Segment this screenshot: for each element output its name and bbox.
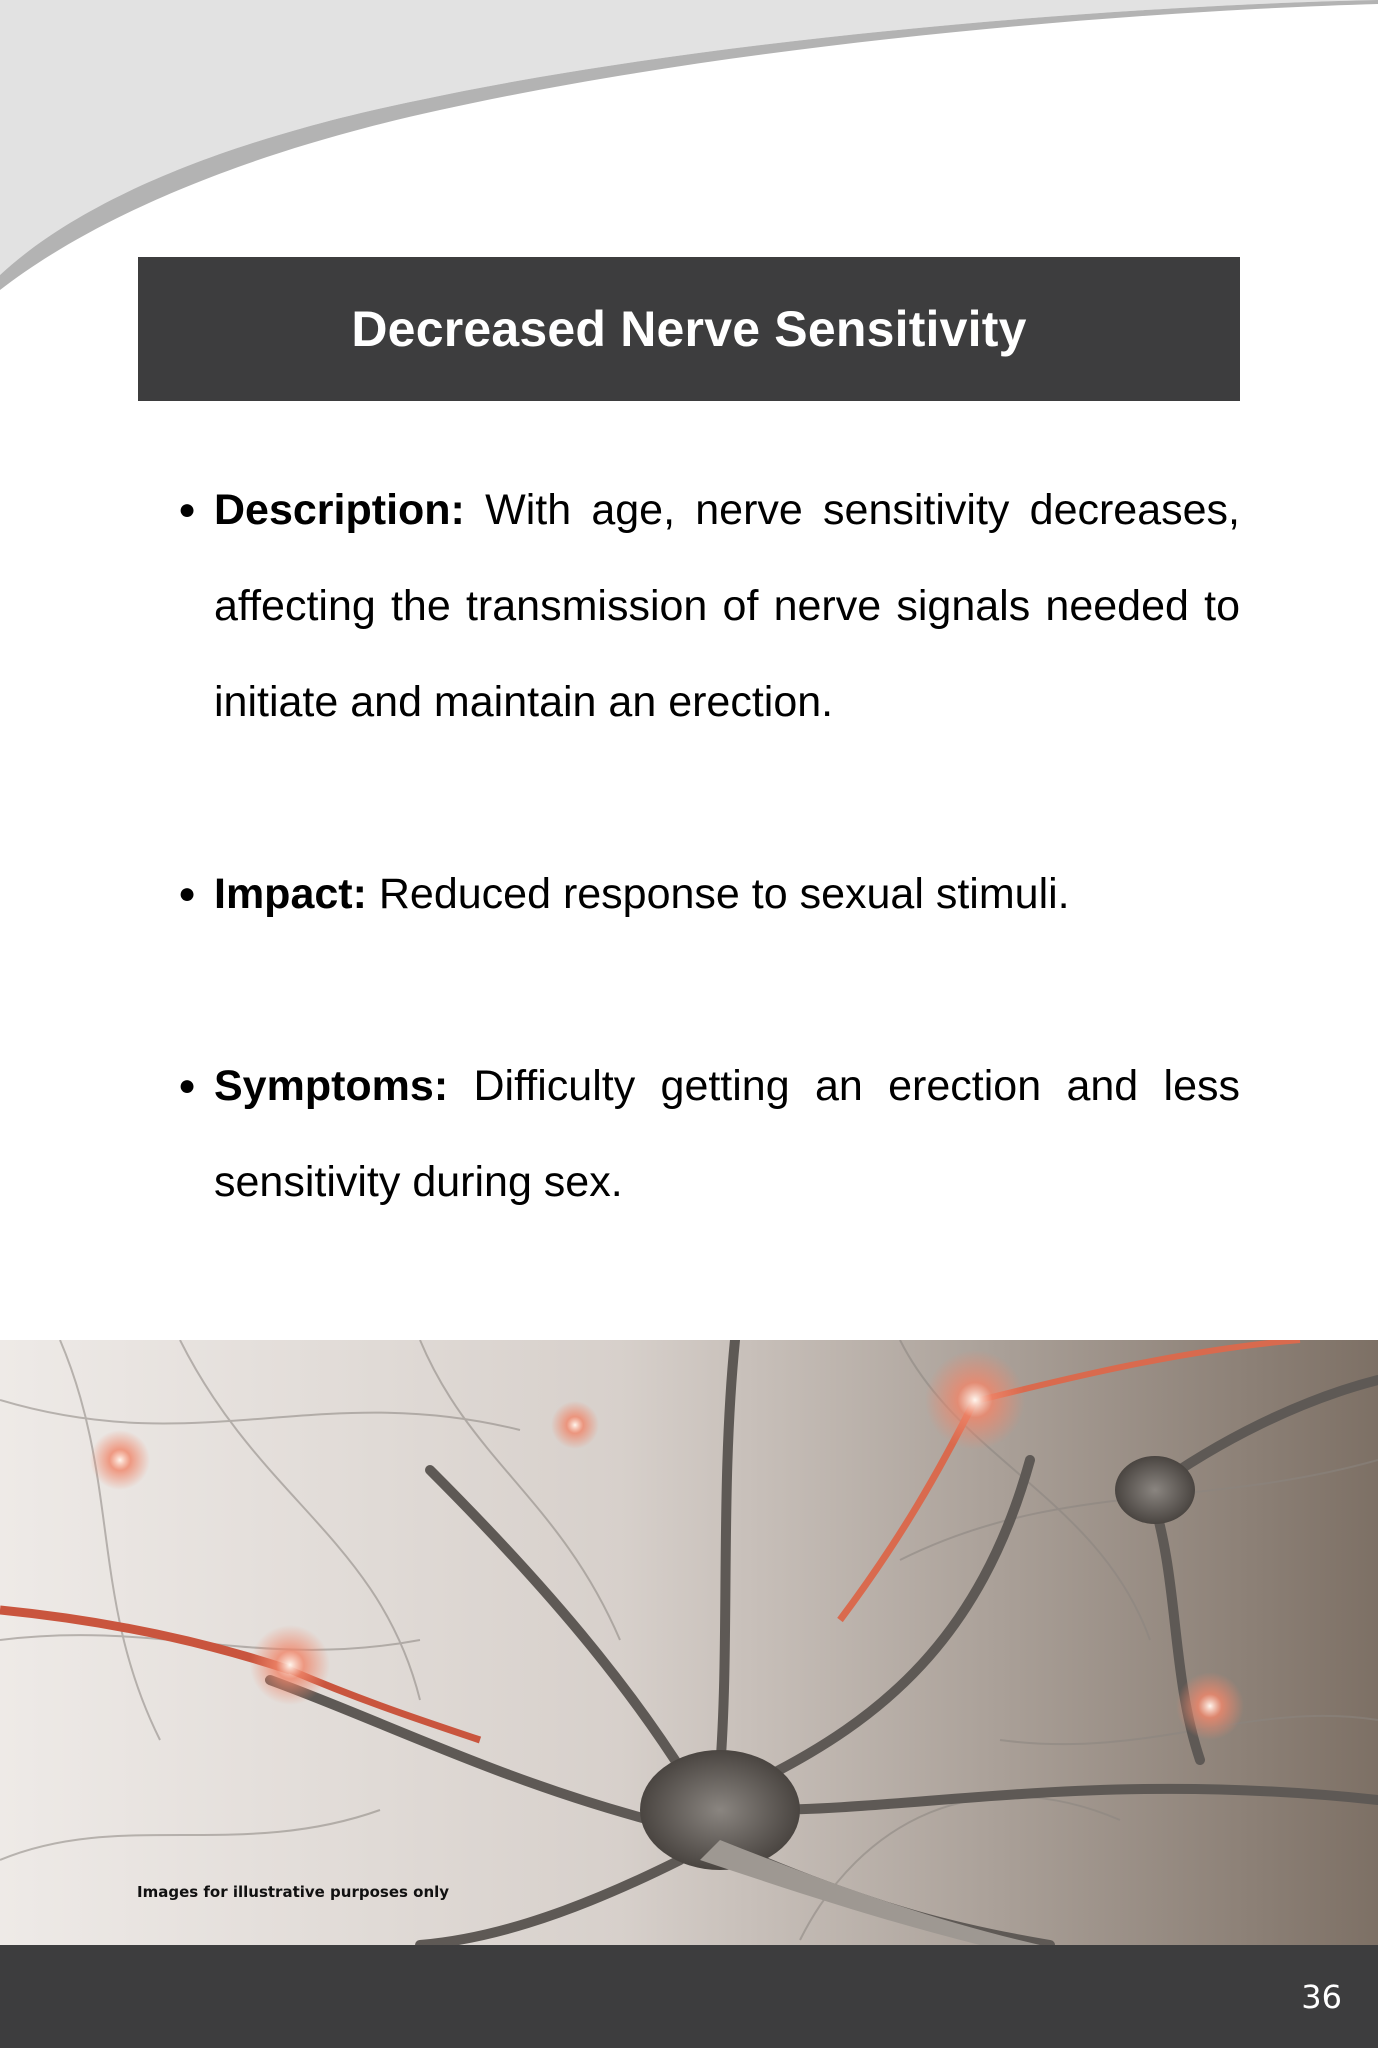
title-bar: [138, 257, 1240, 401]
bullet-list: [170, 462, 1240, 1230]
bullet-dot-icon: ●: [178, 1069, 197, 1102]
bullet-label: Description:: [214, 486, 465, 534]
bullet-label: Symptoms:: [214, 1062, 449, 1110]
header-swoosh-decoration: [0, 0, 1378, 300]
bullet-text: Reduced response to sexual stimuli.: [378, 870, 1070, 918]
bullet-text: Difficulty getting an erection and less sensitivity during sex.: [214, 1062, 1240, 1206]
bullet-dot-icon: ●: [178, 877, 197, 910]
bullet-impact: [170, 846, 1240, 942]
bullet-label: Impact:: [214, 870, 367, 918]
bullet-dot-icon: ●: [178, 493, 197, 526]
neuron-image: [0, 1340, 1378, 1945]
bullet-text: With age, nerve sensitivity decreases, affecting the transmission of nerve signals needed to initiate and maintain an erection.: [214, 486, 1240, 726]
bullet-description: [170, 462, 1240, 750]
footer-bar: [0, 1945, 1378, 2048]
page-number: 36: [1301, 1978, 1342, 2016]
bullet-symptoms: [170, 1038, 1240, 1230]
page-title: Decreased Nerve Sensitivity: [351, 301, 1027, 357]
image-caption: Images for illustrative purposes only: [137, 1883, 450, 1901]
